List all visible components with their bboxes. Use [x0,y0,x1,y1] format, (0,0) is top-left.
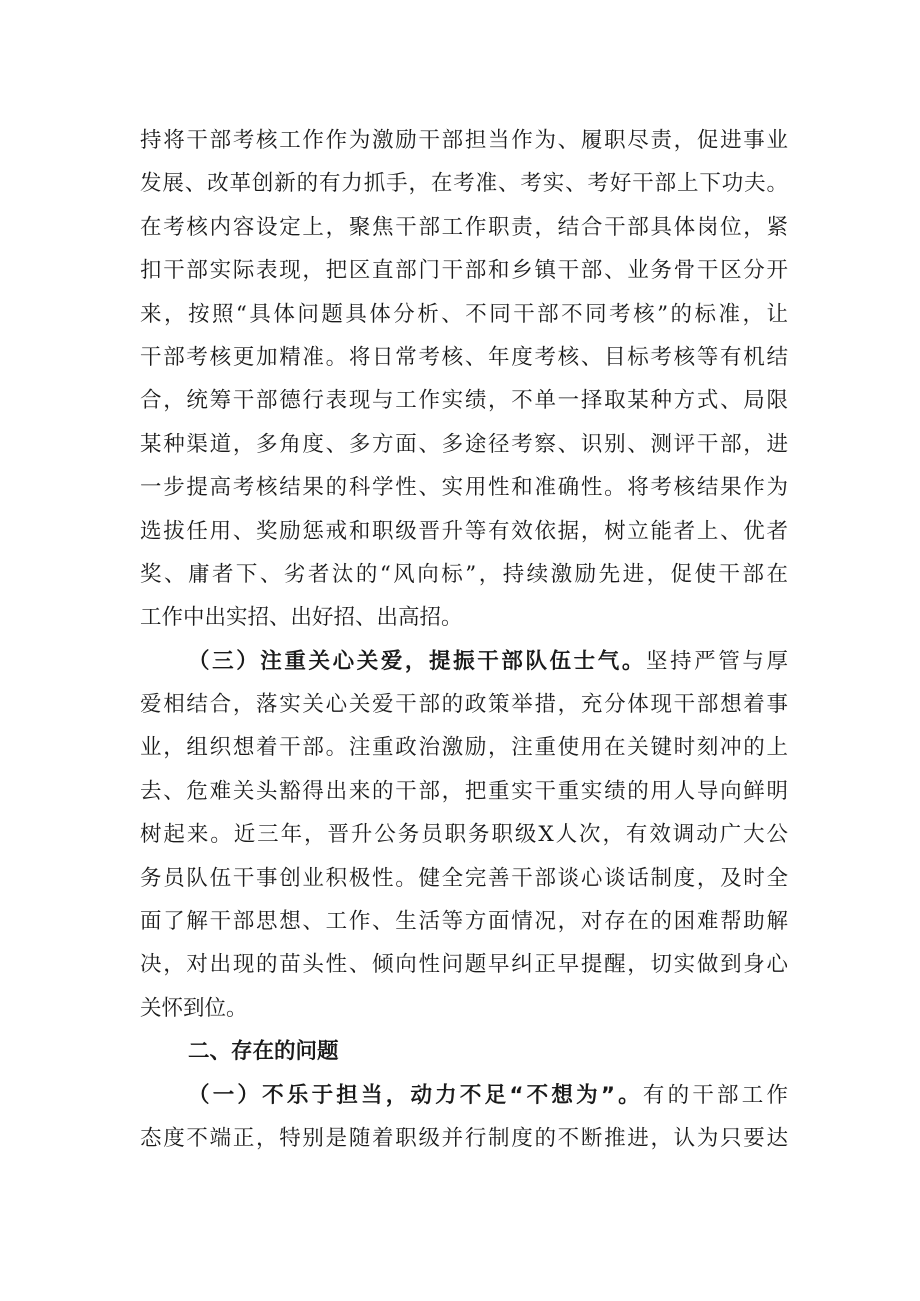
text-line: 干部考核更加精准。将日常考核、年度考核、目标考核等有机结 [140,344,788,370]
text-line: 发展、改革创新的有力抓手，在考准、考实、考好干部上下功夫。 [140,171,788,197]
text-line: 面了解干部思想、工作、生活等方面情况，对存在的困难帮助解 [140,909,788,935]
text-line: 来，按照“具体问题具体分析、不同干部不同考核”的标准，让 [140,301,788,327]
text-line: 务员队伍干事创业积极性。健全完善干部谈心谈话制度，及时全 [140,865,788,891]
text-line: 态度不端正，特别是随着职级并行制度的不断推进，认为只要达 [140,1125,788,1151]
text-line: 在考核内容设定上，聚焦干部工作职责，结合干部具体岗位，紧 [140,214,788,240]
text-line: 持将干部考核工作作为激励干部担当作为、履职尽责，促进事业 [140,128,788,153]
paragraph-reluctance [140,1074,788,1161]
document-body [140,119,788,1160]
text-line: 某种渠道，多角度、多方面、多途径考察、识别、测评干部，进 [140,431,788,457]
paragraph-first-line [140,640,788,683]
paragraph-heading: （三）注重关心关爱，提振干部队伍士气。 [188,648,646,674]
paragraph-first-line [140,1074,788,1117]
text-line: 业，组织想着干部。注重政治激励，注重使用在关键时刻冲的上 [140,735,788,761]
text-line: 工作中出实招、出好招、出高招。 [140,605,463,631]
text-line: 一步提高考核结果的科学性、实用性和准确性。将考核结果作为 [140,475,788,501]
text-line: 合，统筹干部德行表现与工作实绩，不单一择取某种方式、局限 [140,388,788,414]
paragraph-text: 坚持严管与厚 [645,648,788,674]
paragraph-care-for-cadres [140,640,788,1031]
text-line: 爱相结合，落实关心关爱干部的政策举措，充分体现干部想着事 [140,692,788,718]
text-line: 树起来。近三年，晋升公务员职务职级X人次，有效调动广大公 [140,822,788,848]
text-line: 决，对出现的苗头性、倾向性问题早纠正早提醒，切实做到身心 [140,952,788,978]
text-line: 去、危难关头豁得出来的干部，把重实干重实绩的用人导向鲜明 [140,778,788,804]
section-title: 二、存在的问题 [188,1039,339,1065]
text-line: 奖、庸者下、劣者汰的“风向标”，持续激励先进，促使干部在 [140,561,788,587]
text-line: 关怀到位。 [140,995,248,1021]
text-line: 扣干部实际表现，把区直部门干部和乡镇干部、业务骨干区分开 [140,258,788,284]
text-line: 选拔任用、奖励惩戒和职级晋升等有效依据，树立能者上、优者 [140,518,788,544]
paragraph-cadre-assessment [140,119,788,640]
paragraph-heading: （一）不乐于担当，动力不足“不想为”。 [188,1082,643,1108]
paragraph-text: 有的干部工作 [642,1082,788,1108]
